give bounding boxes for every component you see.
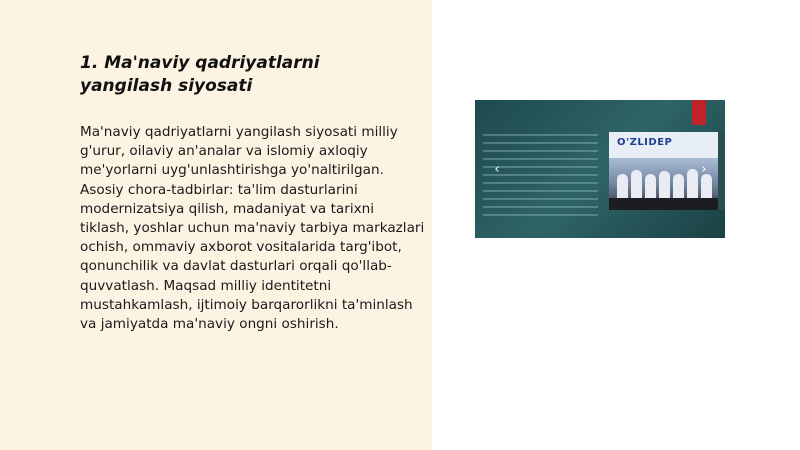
slide-title: 1. Ma'naviy qadriyatlarni yangilash siyosati: [80, 53, 320, 96]
chevron-left-icon[interactable]: ‹: [494, 162, 500, 177]
party-logo: O'ZLIDEP: [617, 137, 673, 148]
red-bookmark-tab: [692, 100, 706, 125]
blurred-text-block: [483, 134, 598, 222]
embedded-image: [475, 100, 725, 238]
card-edge-strip: [718, 132, 725, 210]
slide-body-text: Ma'naviy qadriyatlarni yangilash siyosati milliy g'urur, oilaviy an'analar va islomiy axloqiy me'yorlarni uyg'unlashtirishga yo'naltirilgan. Asosiy chora-tadbirlar: ta'lim dasturlarini modernizatsiya qilish, madaniyat va tarixni tiklash, yoshlar uchun ma'naviy tarbiya markazlari ochish, ommaviy axborot vositalarida targ'ibot, qonunchilik va davlat dasturlari orqali qo'llab-quvvatlash. Maqsad milliy identitetni mustahkamlash, ijtimoiy barqarorlikni ta'minlash va jamiyatda ma'naviy ongni oshirish.: [80, 124, 425, 333]
chevron-right-icon[interactable]: ›: [701, 162, 707, 177]
